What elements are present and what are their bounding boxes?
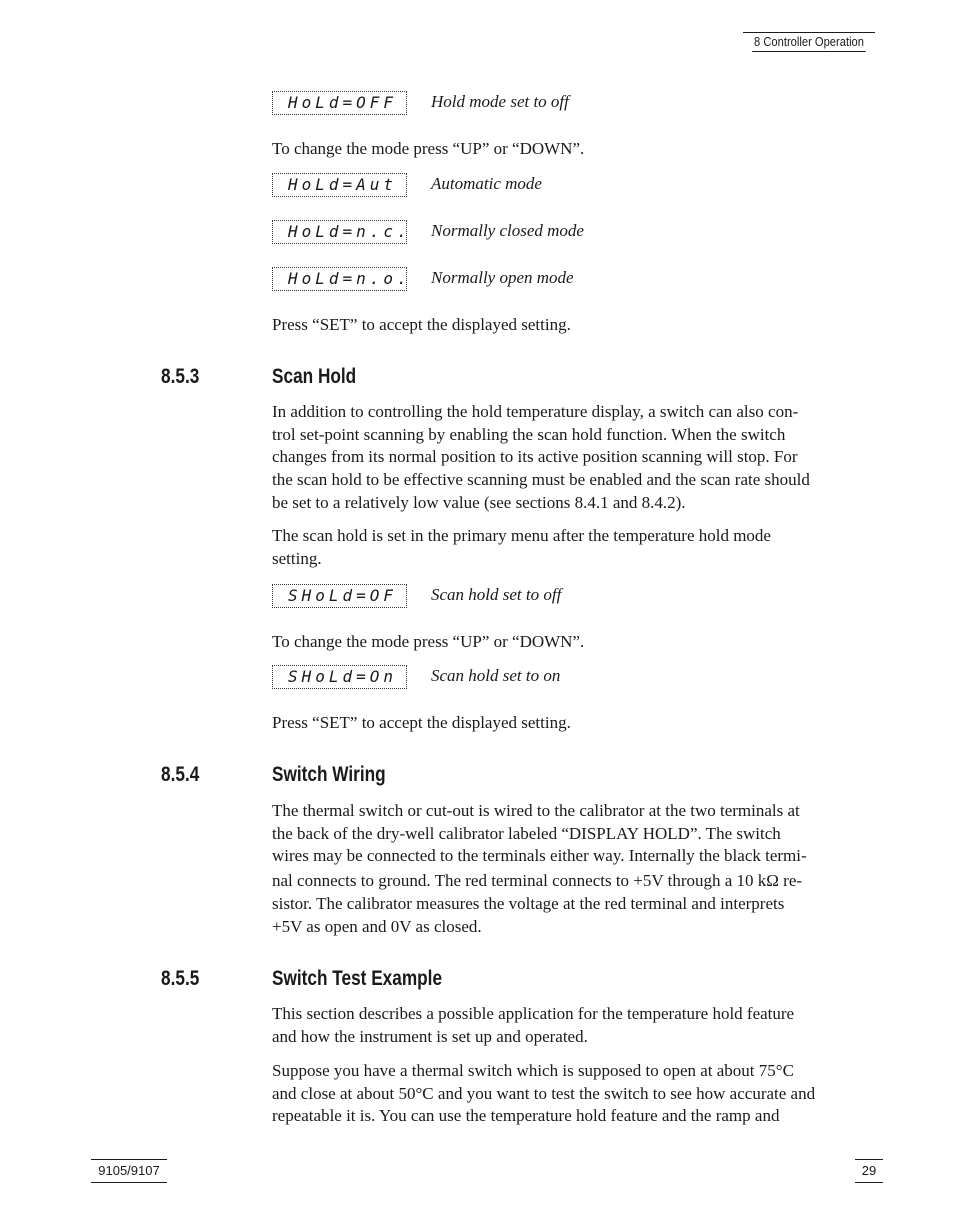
text-line: repeatable it is. You can use the temperature hold feature and the ramp and xyxy=(272,1106,780,1126)
text-line: and how the instrument is set up and operated. xyxy=(272,1026,588,1046)
section-title-855: Switch Test Example xyxy=(272,967,443,990)
text-line: In addition to controlling the hold temperature display, a switch can also con- xyxy=(272,402,799,421)
caption-hold-off: Hold mode set to off xyxy=(431,92,569,111)
header-rule xyxy=(743,32,875,33)
press-set-text-1: Press “SET” to accept the displayed setting. xyxy=(272,315,571,334)
paragraph-854 xyxy=(272,800,886,938)
paragraph-853-1 xyxy=(272,401,886,515)
chapter-header: 8 Controller Operation xyxy=(752,34,866,52)
lcd-display-hold-nc: HoLd=n.c. xyxy=(272,220,407,244)
footer-model: 9105/9107 xyxy=(91,1159,167,1183)
paragraph-855-2 xyxy=(272,1060,886,1128)
text-line: trol set-point scanning by enabling the scan hold function. When the switch xyxy=(272,424,786,444)
text-line: wires may be connected to the terminals either way. Internally the black termi- xyxy=(272,846,807,866)
lcd-display-scan-hold-off: SHoLd=OF xyxy=(272,584,407,608)
press-set-text-2: Press “SET” to accept the displayed setting. xyxy=(272,713,571,732)
text-line: changes from its normal position to its active position scanning will stop. For xyxy=(272,447,798,467)
text-line: and close at about 50°C and you want to test the switch to see how accurate and xyxy=(272,1083,816,1103)
caption-scan-hold-off: Scan hold set to off xyxy=(431,585,562,604)
change-mode-text-2: To change the mode press “UP” or “DOWN”. xyxy=(272,632,585,651)
caption-hold-no: Normally open mode xyxy=(431,268,574,287)
section-title-854: Switch Wiring xyxy=(272,763,386,786)
text-line: setting. xyxy=(272,548,322,568)
text-line: be set to a relatively low value (see sections 8.4.1 and 8.4.2). xyxy=(272,492,686,512)
footer-page-number: 29 xyxy=(855,1159,883,1183)
text-line: the scan hold to be effective scanning must be enabled and the scan rate should xyxy=(272,470,810,490)
text-line: The scan hold is set in the primary menu after the temperature hold mode xyxy=(272,526,771,545)
lcd-display-scan-hold-on: SHoLd=On xyxy=(272,665,407,689)
caption-hold-nc: Normally closed mode xyxy=(431,221,584,240)
paragraph-855-1 xyxy=(272,1003,886,1048)
text-line: sistor. The calibrator measures the voltage at the red terminal and interprets xyxy=(272,893,785,913)
text-line: nal connects to ground. The red terminal connects to +5V through a 10 kΩ re- xyxy=(272,871,803,891)
section-number-853: 8.5.3 xyxy=(161,365,200,388)
caption-hold-auto: Automatic mode xyxy=(431,174,542,193)
text-line: +5V as open and 0V as closed. xyxy=(272,916,482,936)
lcd-display-hold-off: HoLd=OFF xyxy=(272,91,407,115)
section-number-855: 8.5.5 xyxy=(161,967,200,990)
change-mode-text-1: To change the mode press “UP” or “DOWN”. xyxy=(272,139,585,158)
text-line: the back of the dry-well calibrator labeled “DISPLAY HOLD”. The switch xyxy=(272,823,781,843)
text-line: Suppose you have a thermal switch which is supposed to open at about 75°C xyxy=(272,1061,794,1080)
lcd-display-hold-no: HoLd=n.o. xyxy=(272,267,407,291)
text-line: The thermal switch or cut-out is wired to the calibrator at the two terminals at xyxy=(272,801,800,820)
section-title-853: Scan Hold xyxy=(272,365,357,388)
paragraph-853-2 xyxy=(272,525,886,570)
section-number-854: 8.5.4 xyxy=(161,763,200,786)
text-line: This section describes a possible application for the temperature hold feature xyxy=(272,1004,795,1023)
caption-scan-hold-on: Scan hold set to on xyxy=(431,666,561,685)
lcd-display-hold-auto: HoLd=Aut xyxy=(272,173,407,197)
